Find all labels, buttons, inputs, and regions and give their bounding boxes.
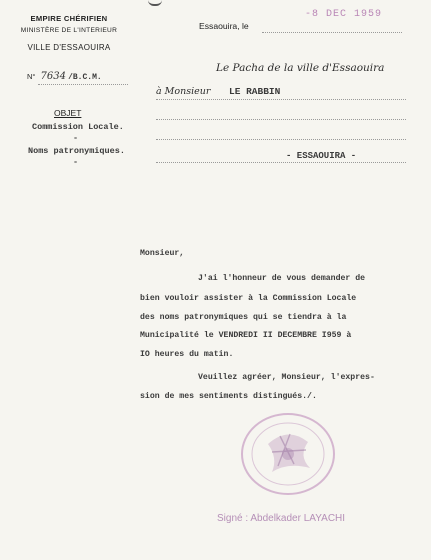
body-line-4: Municipalité le VENDREDI II DECEMBRE I959 à bbox=[140, 331, 352, 340]
place-label: Essaouira, le bbox=[199, 21, 249, 31]
recipient-line-3 bbox=[156, 139, 406, 140]
ministry-label: MINISTÈRE DE L'INTERIEUR bbox=[20, 27, 118, 34]
sender-line: Le Pacha de la ville d'Essaouira bbox=[216, 62, 385, 74]
ref-underline bbox=[38, 84, 128, 85]
ref-prefix: N° bbox=[27, 72, 36, 81]
body-line-2: bien vouloir assister à la Commission Locale bbox=[140, 294, 357, 303]
salutation: Monsieur, bbox=[140, 249, 185, 258]
recipient-prefix: à Monsieur bbox=[156, 86, 211, 97]
reference bbox=[27, 71, 102, 82]
ref-suffix: /B.C.M. bbox=[68, 73, 102, 82]
recipient-name: LE RABBIN bbox=[229, 86, 281, 97]
city-label: VILLE D'ESSAOUIRA bbox=[27, 43, 111, 52]
corner-mark bbox=[148, 0, 162, 6]
objet-line-2: Noms patronymiques. bbox=[28, 146, 125, 156]
objet-dash-1: - bbox=[73, 133, 79, 143]
ref-number: 7634 bbox=[40, 71, 66, 82]
signature: Signé : Abdelkader LAYACHI bbox=[217, 513, 346, 524]
recipient-line-2 bbox=[156, 119, 406, 120]
date-line bbox=[262, 32, 402, 33]
closing-line-1: Veuillez agréer, Monsieur, l'expres- bbox=[198, 373, 375, 382]
objet-label: OBJET bbox=[54, 108, 82, 118]
objet-dash-2: - bbox=[73, 157, 79, 167]
official-seal bbox=[228, 406, 348, 506]
closing-line-2: sion de mes sentiments distingués./. bbox=[140, 392, 317, 401]
body-line-1: J'ai l'honneur de vous demander de bbox=[198, 274, 366, 283]
body-line-3: des noms patronymiques qui se tiendra à la bbox=[140, 313, 347, 322]
body-line-5: IO heures du matin. bbox=[140, 350, 234, 359]
objet-line-1: Commission Locale. bbox=[32, 122, 124, 132]
date-stamp: -8 DEC 1959 bbox=[305, 9, 383, 20]
recipient-line-4 bbox=[156, 162, 406, 163]
recipient-line-1 bbox=[156, 99, 406, 100]
empire-label: EMPIRE CHÉRIFIEN bbox=[30, 14, 108, 23]
recipient-city: - ESSAOUIRA - bbox=[286, 151, 357, 161]
